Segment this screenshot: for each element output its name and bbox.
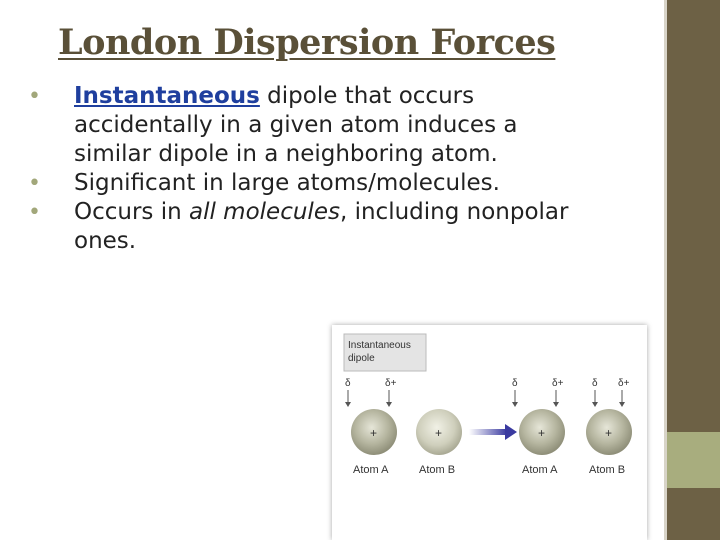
delta-minus-label: δ bbox=[512, 378, 518, 389]
bullet-text: ones. bbox=[74, 228, 137, 254]
plus-sign: + bbox=[605, 426, 613, 440]
side-band-top bbox=[667, 0, 720, 432]
dipole-arrow-head bbox=[553, 402, 559, 407]
bullet-text: dipole that occurs bbox=[259, 83, 475, 109]
plus-sign: + bbox=[538, 426, 546, 440]
dipole-arrow-head bbox=[386, 402, 392, 407]
dipole-arrow-head bbox=[512, 402, 518, 407]
bullet-text: similar dipole in a neighboring atom. bbox=[74, 141, 498, 167]
atom-label: Atom A bbox=[522, 464, 558, 476]
plus-sign: + bbox=[435, 426, 443, 440]
bullet-text: Occurs in bbox=[74, 199, 189, 225]
plus-sign: + bbox=[370, 426, 378, 440]
atom-label: Atom B bbox=[589, 464, 626, 476]
atom-label: Atom B bbox=[419, 464, 456, 476]
bullet-list bbox=[28, 82, 658, 256]
slide-title: London Dispersion Forces bbox=[58, 22, 556, 63]
atom-label: Atom A bbox=[353, 464, 389, 476]
bullet-icon: • bbox=[28, 84, 41, 109]
dipole-arrow-head bbox=[345, 402, 351, 407]
delta-plus-label: δ+ bbox=[618, 378, 630, 389]
induction-arrow-head bbox=[505, 424, 517, 440]
delta-minus-label: δ bbox=[345, 378, 351, 389]
bullet-icon: • bbox=[28, 200, 41, 225]
caption-line-1: Instantaneous bbox=[348, 340, 411, 351]
delta-plus-label: δ+ bbox=[385, 378, 397, 389]
dipole-arrow-head bbox=[592, 402, 598, 407]
bullet-text: Significant in large atoms/molecules. bbox=[74, 170, 500, 196]
highlight-term: Instantaneous bbox=[74, 83, 260, 109]
delta-minus-label: δ bbox=[592, 378, 598, 389]
bullet-item-occurs bbox=[28, 198, 658, 256]
bullet-item-instantaneous bbox=[28, 82, 658, 169]
bullet-text: accidentally in a given atom induces a bbox=[74, 112, 518, 138]
bullet-icon: • bbox=[28, 171, 41, 196]
dipole-diagram bbox=[332, 325, 647, 540]
side-band-accent bbox=[667, 432, 720, 488]
delta-plus-label: δ+ bbox=[552, 378, 564, 389]
induction-arrow-shaft bbox=[469, 429, 507, 435]
dipole-arrow-head bbox=[619, 402, 625, 407]
dipole-diagram-svg bbox=[332, 325, 647, 540]
bullet-text: , including nonpolar bbox=[339, 199, 569, 225]
italic-term: all molecules bbox=[189, 199, 340, 225]
bullet-item-significant bbox=[28, 169, 658, 198]
side-band-bottom bbox=[667, 488, 720, 540]
caption-line-2: dipole bbox=[348, 353, 375, 364]
